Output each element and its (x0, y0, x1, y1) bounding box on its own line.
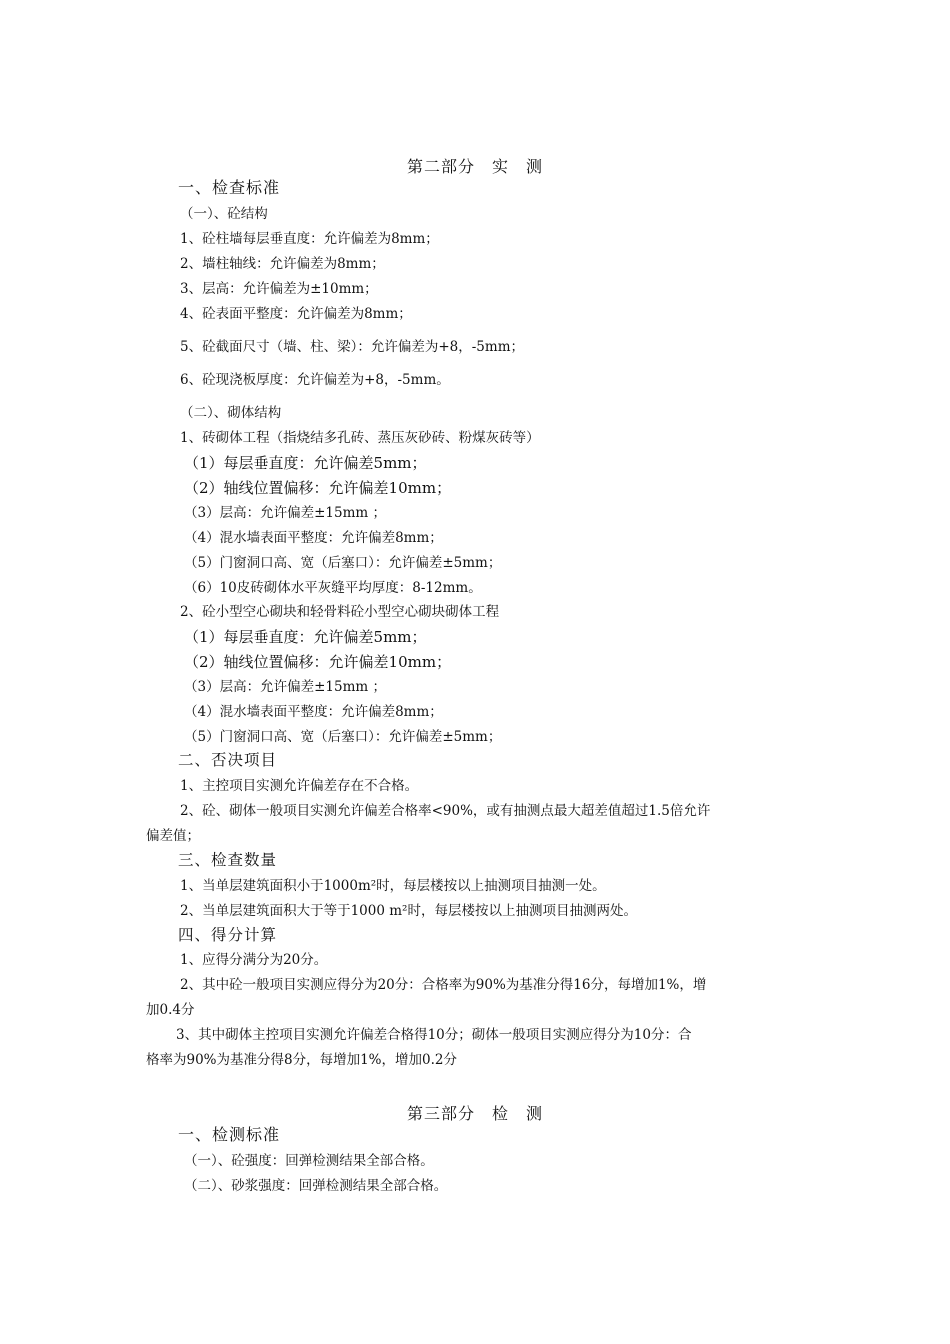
list-item: （2）轴线位置偏移：允许偏差10mm； (184, 479, 452, 497)
list-item: （一）、砼强度：回弹检测结果全部合格。 (184, 1153, 434, 1169)
part2-title: 第二部分 实 测 (406, 157, 543, 176)
paragraph-line: 2、其中砼一般项目实测应得分为20分：合格率为90%为基准分得16分，每增加1%，增 (180, 977, 707, 993)
paragraph-line: 2、砼、砌体一般项目实测允许偏差合格率<90%，或有抽测点最大超差值超过1.5倍允许 (180, 803, 711, 819)
part3-title: 第三部分 检 测 (406, 1104, 543, 1123)
list-item: （5）门窗洞口高、宽（后塞口）：允许偏差±5mm； (184, 729, 502, 745)
list-item: 6、砼现浇板厚度：允许偏差为+8，-5mm。 (180, 372, 450, 388)
list-item: （5）门窗洞口高、宽（后塞口）：允许偏差±5mm； (184, 555, 502, 571)
list-item: 1、应得分满分为20分。 (180, 952, 328, 968)
list-item: 1、砼柱墙每层垂直度：允许偏差为8mm； (180, 231, 439, 247)
list-item: 2、当单层建筑面积大于等于1000 m²时，每层楼按以上抽测项目抽测两处。 (180, 903, 637, 919)
list-item: （4）混水墙表面平整度：允许偏差8mm； (184, 530, 443, 546)
sub-heading: 1、砖砌体工程（指烧结多孔砖、蒸压灰砂砖、粉煤灰砖等） (180, 430, 540, 446)
list-item: （3）层高：允许偏差±15mm ； (184, 679, 386, 695)
subsection-heading: （一）、砼结构 (180, 206, 268, 222)
paragraph-line: 3、其中砌体主控项目实测允许偏差合格得10分；砌体一般项目实测应得分为10分：合 (176, 1027, 692, 1043)
paragraph-line: 偏差值； (146, 828, 200, 844)
list-item: （1）每层垂直度：允许偏差5mm； (184, 454, 427, 472)
list-item: 3、层高：允许偏差为±10mm； (180, 281, 378, 297)
list-item: （二）、砂浆强度：回弹检测结果全部合格。 (184, 1178, 448, 1194)
list-item: 2、墙柱轴线：允许偏差为8mm； (180, 256, 385, 272)
paragraph-line: 加0.4分 (146, 1002, 195, 1018)
list-item: 5、砼截面尺寸（墙、柱、梁）：允许偏差为+8，-5mm； (180, 339, 524, 355)
list-item: （1）每层垂直度：允许偏差5mm； (184, 628, 427, 646)
subsection-heading: （二）、砌体结构 (180, 405, 282, 421)
paragraph-line: 格率为90%为基准分得8分，每增加1%，增加0.2分 (146, 1052, 457, 1068)
list-item: 1、主控项目实测允许偏差存在不合格。 (180, 778, 419, 794)
sub-heading: 2、砼小型空心砌块和轻骨料砼小型空心砌块砌体工程 (180, 604, 500, 620)
section-heading: 一、检测标准 (178, 1125, 281, 1144)
list-item: （4）混水墙表面平整度：允许偏差8mm； (184, 704, 443, 720)
list-item: 4、砼表面平整度：允许偏差为8mm； (180, 306, 412, 322)
list-item: 1、当单层建筑面积小于1000m²时，每层楼按以上抽测项目抽测一处。 (180, 878, 606, 894)
section-heading: 四、得分计算 (178, 926, 278, 944)
list-item: （6）10皮砖砌体水平灰缝平均厚度：8-12mm。 (184, 580, 482, 596)
list-item: （2）轴线位置偏移：允许偏差10mm； (184, 653, 452, 671)
section-heading: 一、检查标准 (178, 178, 281, 197)
section-heading: 二、否决项目 (178, 751, 278, 769)
list-item: （3）层高：允许偏差±15mm ； (184, 505, 386, 521)
section-heading: 三、检查数量 (178, 851, 278, 869)
